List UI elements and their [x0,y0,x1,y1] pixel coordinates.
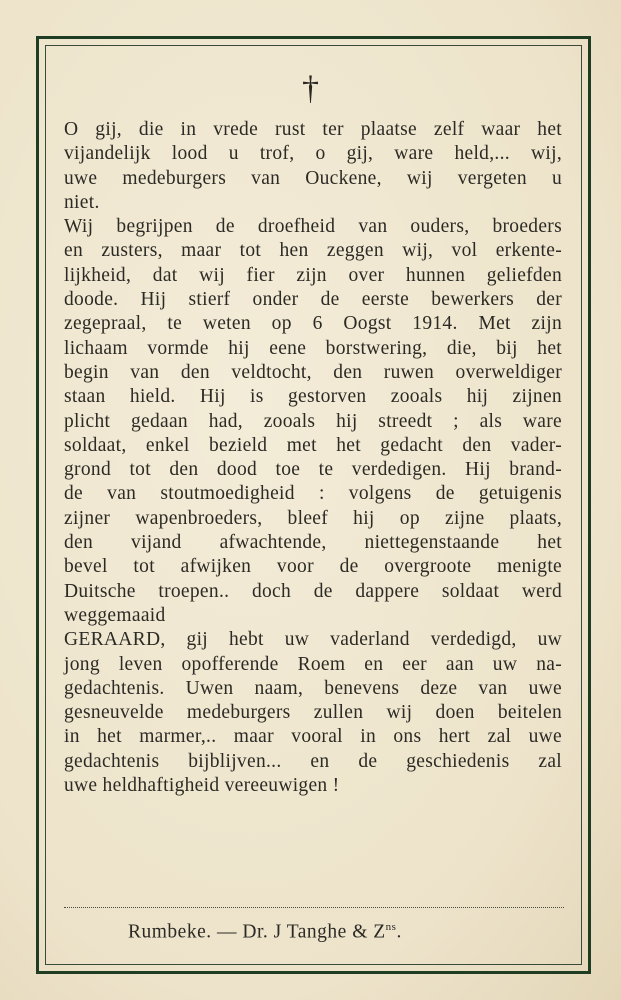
text-line: gedachtenis. Uwen naam, benevens deze van uwe [64,677,562,699]
memorial-text [64,118,562,798]
text-line: uwe medeburgers van Ouckene, wij vergeten u [64,167,562,189]
imprint-text: Rumbeke. — Dr. J Tanghe & Z [128,921,386,943]
text-line: lijkheid, dat wij fier zijn over hunnen geliefden [64,264,562,286]
text-line: Duitsche troepen.. doch de dappere soldaat werd [64,580,562,602]
text-line: lichaam vormde hij eene borstwering, die, bij het [64,337,562,359]
text-line: jong leven opofferende Roem en eer aan uw na- [64,653,562,675]
text-line: zijner wapenbroeders, bleef hij op zijne plaats, [64,507,562,529]
text-line: uwe heldhaftigheid vereeuwigen ! [64,775,340,797]
text-line: bevel tot afwijken voor de overgroote menigte [64,556,562,578]
text-line: gesneuvelde medeburgers zullen wij doen beitelen [64,702,562,724]
paragraph-3 [64,628,562,798]
text-line: plicht gedaan had, zooals hij streedt ; als ware [64,410,562,432]
text-line: zegepraal, te weten op 6 Oogst 1914. Met zijn [64,313,562,335]
text-line: en zusters, maar tot hen zeggen wij, vol erkente- [64,240,562,262]
text-line: weggemaaid [64,604,166,626]
text-line: soldaat, enkel bezield met het gedacht den vader- [64,434,562,456]
text-line: staan hield. Hij is gestorven zooals hij zijnen [64,386,562,408]
text-line: GERAARD, gij hebt uw vaderland verdedigd, uw [64,629,562,651]
divider-line [64,907,564,908]
text-line: vijandelijk lood u trof, o gij, ware held,... wij, [64,143,562,165]
text-line: den vijand afwachtende, niettegenstaande het [64,532,562,554]
text-line: de van stoutmoedigheid : volgens de getuigenis [64,483,562,505]
text-line: in het marmer,.. maar vooral in ons hert zal uwe [64,726,562,748]
text-line: gedachtenis bijblijven... en de geschiedenis zal [64,750,562,772]
printer-imprint [128,921,402,944]
text-line: grond tot den dood toe te verdedigen. Hij brand- [64,459,562,481]
paragraph-1 [64,118,562,215]
text-line: Wij begrijpen de droefheid van ouders, broeders [64,216,562,238]
imprint-superscript: ns [385,921,397,933]
imprint-suffix: . [396,921,402,943]
text-line: niet. [64,191,100,213]
text-line: O gij, die in vrede rust ter plaatse zelf waar het [64,119,562,140]
text-line: doode. Hij stierf onder de eerste bewerkers der [64,289,562,311]
text-line: begin van den veldtocht, den ruwen overweldiger [64,361,562,383]
paragraph-2 [64,215,562,628]
cross-icon: † [302,70,319,107]
